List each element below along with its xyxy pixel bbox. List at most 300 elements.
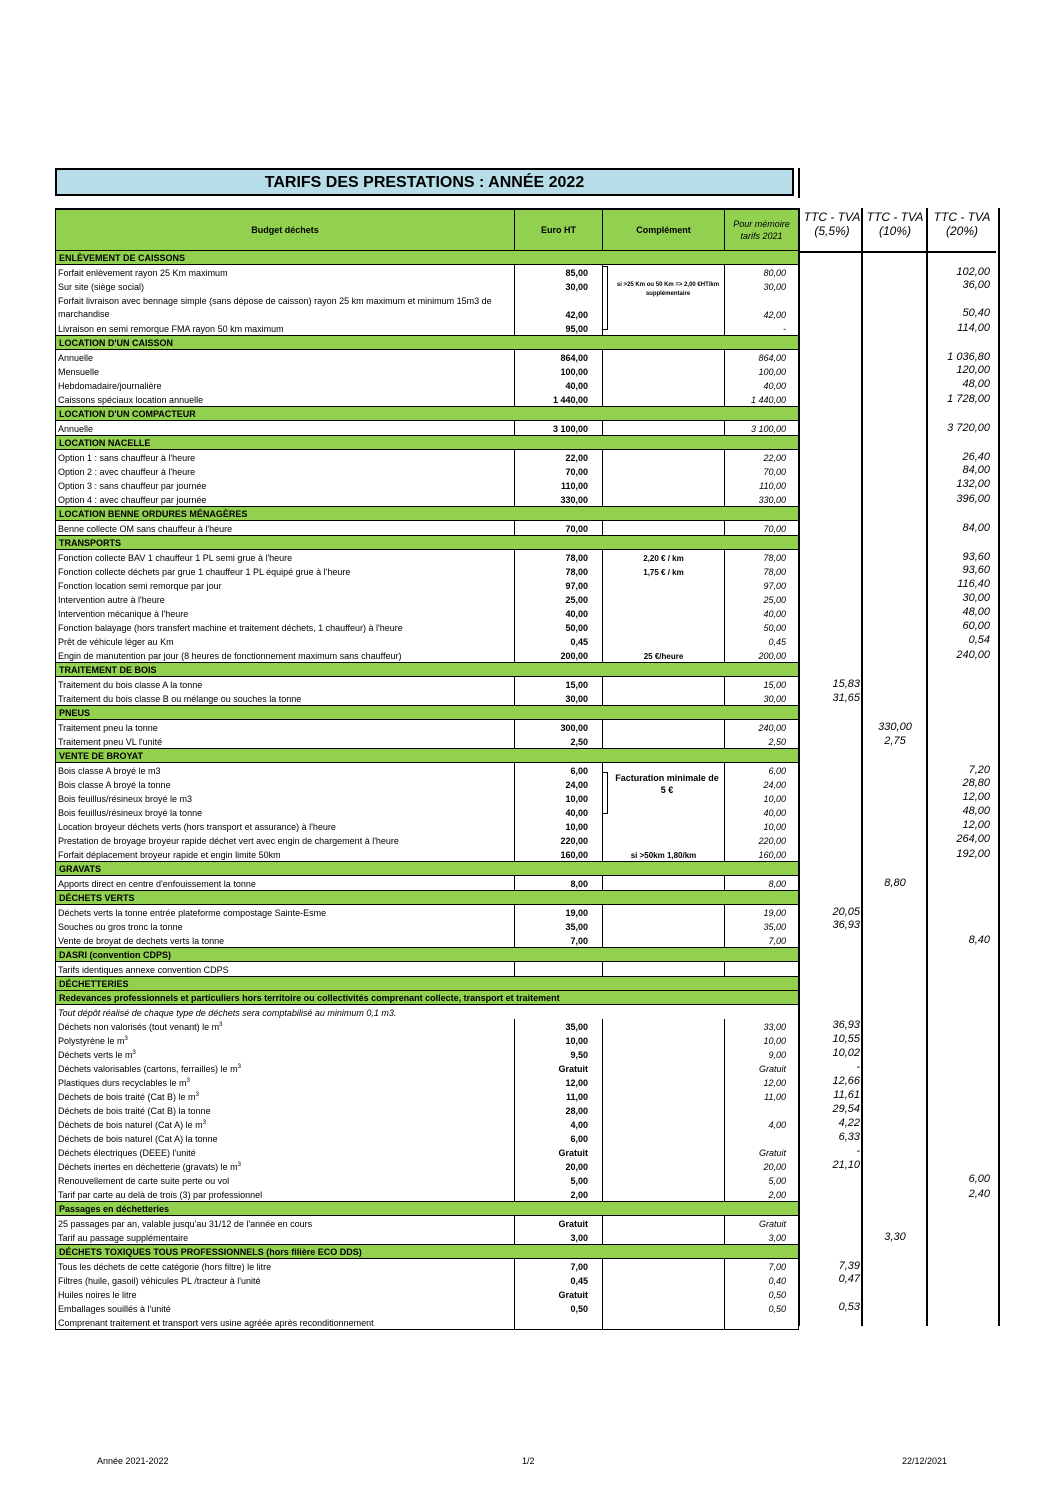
table-row (56, 847, 799, 862)
price-2021: 0,40 (725, 1273, 799, 1287)
price-ht: 40,00 (515, 805, 603, 819)
complement (603, 378, 725, 392)
price-2021: 30,00 (725, 691, 799, 706)
row-label (56, 1089, 515, 1103)
footer-page: 1/2 (522, 1456, 535, 1466)
complement (603, 1173, 725, 1187)
section-label: LOCATION D'UN CAISSON (56, 336, 799, 350)
complement (603, 734, 725, 749)
complement (603, 578, 725, 592)
row-label (56, 777, 515, 791)
row-label (56, 847, 515, 862)
price-ht: 35,00 (515, 919, 603, 933)
table-row (56, 1061, 799, 1075)
price-2021: 35,00 (725, 919, 799, 933)
complement (603, 1019, 725, 1033)
price-ht: 19,00 (515, 905, 603, 920)
ttc-value: 4,22 (838, 1117, 860, 1129)
row-label-text: Option 1 : sans chauffeur à l'heure (58, 453, 196, 463)
price-2021: 2,00 (725, 1187, 799, 1202)
table-row (56, 564, 799, 578)
row-label-text: Forfait enlèvement rayon 25 Km maximum (58, 268, 228, 278)
table-row (56, 1301, 799, 1315)
complement (603, 1301, 725, 1315)
ttc-value: 102,00 (956, 266, 990, 278)
row-label (56, 478, 515, 492)
ttc-value: 120,00 (956, 364, 990, 376)
table-row (56, 1287, 799, 1301)
ttc-value: 12,66 (832, 1075, 860, 1087)
row-label-text: Traitement du bois classe B ou mélange ou souches la tonne (58, 694, 302, 704)
table-row (56, 265, 799, 280)
complement (603, 1273, 725, 1287)
price-2021 (725, 1131, 799, 1145)
row-label-text: Déchets non valorisés (tout venant) le m (58, 1022, 220, 1032)
row-label (56, 1103, 515, 1117)
row-label-text: Prestation de broyage broyeur rapide déchet vert avec engin de chargement à l'heure (58, 836, 399, 846)
table-row (56, 464, 799, 478)
section-header (56, 1245, 799, 1259)
table-row (56, 550, 799, 565)
table-row (56, 720, 799, 735)
price-ht: 22,00 (515, 450, 603, 465)
row-label (56, 648, 515, 663)
ttc-value: 2,40 (968, 1188, 990, 1200)
row-label (56, 1047, 515, 1061)
row-label-text: Forfait livraison avec bennage simple (sans dépose de caisson) rayon 25 km maximum et minimum 15m3 de marchandise (58, 296, 492, 319)
price-2021: 10,00 (725, 1033, 799, 1047)
complement (603, 321, 725, 336)
section-label: PNEUS (56, 706, 799, 720)
price-2021: 2,50 (725, 734, 799, 749)
row-label-text: Fonction balayage (hors transfert machine et traitement déchets, 1 chauffeur) à l'heure (58, 623, 403, 633)
section-header (56, 948, 799, 962)
table-row (56, 478, 799, 492)
price-2021: 20,00 (725, 1159, 799, 1173)
price-ht: Gratuit (515, 1216, 603, 1231)
complement (603, 620, 725, 634)
complement (603, 962, 725, 977)
price-2021: 330,00 (725, 492, 799, 507)
row-label-text: Bois feuillus/résineux broyé la tonne (58, 808, 203, 818)
table-row (56, 819, 799, 833)
ttc-header-line1: TTC - TVA (933, 210, 991, 224)
complement (603, 1159, 725, 1173)
row-label (56, 392, 515, 407)
ttc-value: 6,00 (968, 1173, 990, 1185)
complement (603, 1216, 725, 1231)
row-label-text: Déchets de bois naturel (Cat A) la tonne (58, 1134, 218, 1144)
price-ht: Gratuit (515, 1287, 603, 1301)
brace-note: si >25 Km ou 50 Km => 2,00 €HT/km supplémentaire (616, 282, 720, 297)
price-ht: 20,00 (515, 1159, 603, 1173)
price-2021: 10,00 (725, 791, 799, 805)
price-2021: 40,00 (725, 606, 799, 620)
price-2021: 0,50 (725, 1301, 799, 1315)
section-subheader (56, 991, 799, 1005)
row-label-text: Tarif au passage supplémentaire (58, 1233, 189, 1243)
section-header (56, 1202, 799, 1216)
table-header (56, 209, 799, 251)
complement (603, 464, 725, 478)
price-ht: 42,00 (515, 293, 603, 321)
row-label (56, 578, 515, 592)
price-ht: 12,00 (515, 1075, 603, 1089)
table-row (56, 734, 799, 749)
complement (603, 265, 725, 280)
ttc-header-rule (928, 251, 996, 253)
table-row (56, 592, 799, 606)
complement (603, 592, 725, 606)
price-ht: 95,00 (515, 321, 603, 336)
row-label-text: Bois feuillus/résineux broyé le m3 (58, 794, 193, 804)
row-label-exponent: 3 (202, 1120, 206, 1126)
ttc-value: 93,60 (962, 551, 990, 563)
ttc-value: 93,60 (962, 564, 990, 576)
section-label: Passages en déchetteries (56, 1202, 799, 1216)
price-ht: 10,00 (515, 819, 603, 833)
price-2021: 50,00 (725, 620, 799, 634)
row-label (56, 421, 515, 436)
row-label-exponent: 3 (195, 1092, 199, 1098)
price-2021: 3 100,00 (725, 421, 799, 436)
section-label: ENLÈVEMENT DE CAISSONS (56, 251, 799, 265)
price-ht (515, 962, 603, 977)
row-label-text: Bois classe A broyé le m3 (58, 766, 161, 776)
row-label (56, 293, 515, 321)
ttc-value: 116,40 (957, 578, 990, 590)
ttc-header-line2: (5,5%) (814, 224, 850, 238)
row-label-text: Déchets valorisables (cartons, ferrailles) le m (58, 1064, 238, 1074)
row-label (56, 691, 515, 706)
section-header (56, 507, 799, 521)
price-2021: 70,00 (725, 464, 799, 478)
ttc-value: 15,83 (832, 678, 860, 690)
row-label (56, 933, 515, 948)
complement (603, 1089, 725, 1103)
price-ht: 3,00 (515, 1230, 603, 1245)
row-label-text: Renouvellement de carte suite perte ou vol (58, 1176, 230, 1186)
price-2021 (725, 1103, 799, 1117)
row-label-text: Hebdomadaire/journalière (58, 381, 162, 391)
row-label (56, 620, 515, 634)
ttc-value: 2,75 (884, 735, 906, 747)
row-label-text: Engin de manutention par jour (8 heures de fonctionnement maximum sans chauffeur) (58, 651, 402, 661)
row-label-text: Plastiques durs recyclables le m (58, 1078, 187, 1088)
price-2021: 30,00 (725, 279, 799, 293)
section-header (56, 749, 799, 763)
table-row (56, 1033, 799, 1047)
table-row (56, 378, 799, 392)
complement (603, 677, 725, 692)
row-label (56, 819, 515, 833)
header-euro-ht: Euro HT (515, 209, 603, 251)
price-2021: 42,00 (725, 293, 799, 321)
row-label-exponent: 3 (132, 1050, 136, 1056)
ttc-value: 192,00 (956, 848, 990, 860)
complement: 2,20 € / km (603, 550, 725, 565)
price-2021: 9,00 (725, 1047, 799, 1061)
price-2021: 11,00 (725, 1089, 799, 1103)
row-label (56, 1145, 515, 1159)
price-2021: 33,00 (725, 1019, 799, 1033)
table-row (56, 634, 799, 648)
ttc-header-line2: (10%) (878, 224, 911, 238)
row-label-text: Prêt de véhicule léger au Km (58, 637, 174, 647)
section-label: LOCATION NACELLE (56, 436, 799, 450)
table-row (56, 876, 799, 891)
ttc-value: 20,05 (832, 906, 860, 918)
complement (603, 421, 725, 436)
section-label: DÉCHETS TOXIQUES TOUS PROFESSIONNELS (hors filière ECO DDS) (56, 1245, 799, 1259)
row-label-text: Bois classe A broyé la tonne (58, 780, 171, 790)
row-label (56, 763, 515, 778)
ttc-value: 48,00 (962, 606, 990, 618)
row-label-text: Polystyrène le m (58, 1036, 125, 1046)
table-row (56, 833, 799, 847)
ttc-value: 330,00 (878, 721, 912, 733)
price-ht: 28,00 (515, 1103, 603, 1117)
footer-date: 22/12/2021 (902, 1456, 948, 1466)
row-label-text: Location broyeur déchets verts (hors transport et assurance) à l'heure (58, 822, 336, 832)
ttc-value: 84,00 (962, 522, 990, 534)
row-label-text: Comprenant traitement et transport vers usine agréée après reconditionnement (58, 1318, 374, 1328)
price-ht: 4,00 (515, 1117, 603, 1131)
section-label: VENTE DE BROYAT (56, 749, 799, 763)
row-label-text: Tarifs identiques annexe convention CDPS (58, 965, 229, 975)
row-label (56, 805, 515, 819)
price-ht: 0,45 (515, 1273, 603, 1287)
price-2021: 10,00 (725, 819, 799, 833)
complement (603, 1033, 725, 1047)
row-label (56, 1019, 515, 1033)
ttc-value: 11,61 (833, 1089, 860, 1101)
row-label (56, 550, 515, 565)
row-label-text: 25 passages par an, valable jusqu'au 31/12 de l'année en cours (58, 1219, 313, 1229)
row-label-text: Déchets inertes en déchetterie (gravats) le m (58, 1162, 238, 1172)
row-label (56, 321, 515, 336)
ttc-column-10 (865, 208, 925, 1326)
complement (603, 521, 725, 536)
row-label-text: Apports direct en centre d'enfouissement la tonne (58, 879, 256, 889)
price-2021: 15,00 (725, 677, 799, 692)
table-row (56, 578, 799, 592)
row-label-text: Intervention mécanique à l'heure (58, 609, 189, 619)
price-ht: 1 440,00 (515, 392, 603, 407)
complement (603, 720, 725, 735)
section-label: DÉCHETTERIES (56, 977, 799, 991)
row-label-exponent: 3 (237, 1162, 241, 1168)
row-label-text: Filtres (huile, gasoil) véhicules PL /tracteur à l'unité (58, 1276, 261, 1286)
ttc-value: 12,00 (962, 819, 990, 831)
price-ht: 300,00 (515, 720, 603, 735)
row-label-text: Benne collecte OM sans chauffeur à l'heure (58, 524, 233, 534)
price-ht: 8,00 (515, 876, 603, 891)
section-label: GRAVATS (56, 862, 799, 876)
price-ht: 0,45 (515, 634, 603, 648)
price-ht: 78,00 (515, 550, 603, 565)
row-label (56, 464, 515, 478)
table-row (56, 620, 799, 634)
table-row (56, 1173, 799, 1187)
row-label (56, 378, 515, 392)
row-label (56, 1273, 515, 1287)
row-label-text: Traitement pneu VL l'unité (58, 737, 163, 747)
complement (603, 819, 725, 833)
row-label (56, 720, 515, 735)
price-2021: 24,00 (725, 777, 799, 791)
ttc-value: 29,54 (832, 1103, 860, 1115)
table-row (56, 691, 799, 706)
row-label (56, 492, 515, 507)
row-label (56, 1187, 515, 1202)
row-label (56, 1301, 515, 1315)
section-header (56, 536, 799, 550)
column-rule (926, 208, 928, 1326)
price-ht: 30,00 (515, 279, 603, 293)
column-rule (998, 208, 1000, 1326)
price-ht: 220,00 (515, 833, 603, 847)
row-label-text: Vente de broyat de dechets verts la tonne (58, 936, 225, 946)
table-row (56, 450, 799, 465)
complement (603, 833, 725, 847)
ttc-value: 3 720,00 (947, 422, 990, 434)
ttc-value: 30,00 (962, 592, 990, 604)
ttc-value: 1 036,80 (947, 351, 990, 363)
price-2021: 110,00 (725, 478, 799, 492)
row-label-text: Tous les déchets de cette catégorie (hors filtre) le litre (58, 1262, 272, 1272)
row-label (56, 919, 515, 933)
row-label (56, 1159, 515, 1173)
row-label-text: Annuelle (58, 353, 94, 363)
row-label-text: Déchets verts le m (58, 1050, 133, 1060)
table-row (56, 677, 799, 692)
table-row (56, 521, 799, 536)
complement (603, 876, 725, 891)
price-ht: 6,00 (515, 763, 603, 778)
row-label-text: Huiles noires le litre (58, 1290, 137, 1300)
price-ht: 5,00 (515, 1173, 603, 1187)
complement (603, 450, 725, 465)
complement (603, 1145, 725, 1159)
row-label-text: Souches ou gros tronc la tonne (58, 922, 183, 932)
row-label-text: Annuelle (58, 424, 94, 434)
row-label (56, 634, 515, 648)
complement (603, 691, 725, 706)
ttc-header-rule (798, 251, 866, 253)
complement (603, 919, 725, 933)
ttc-value: 48,00 (962, 378, 990, 390)
ttc-header (865, 210, 925, 238)
complement (603, 1230, 725, 1245)
price-2021: 8,00 (725, 876, 799, 891)
table-row (56, 1089, 799, 1103)
ttc-value: 12,00 (962, 791, 990, 803)
price-ht: Gratuit (515, 1061, 603, 1075)
price-ht: 35,00 (515, 1019, 603, 1033)
ttc-value: 36,00 (962, 279, 990, 291)
row-label-text: Tarif par carte au delà de trois (3) par professionnel (58, 1190, 263, 1200)
table-row (56, 1259, 799, 1274)
price-ht: 15,00 (515, 677, 603, 692)
row-label (56, 265, 515, 280)
complement (603, 350, 725, 365)
row-label (56, 1216, 515, 1231)
ttc-value: 84,00 (962, 464, 990, 476)
row-label-text: Caissons spéciaux location annuelle (58, 395, 204, 405)
ttc-value: 28,80 (962, 777, 990, 789)
ttc-header-line1: TTC - TVA (803, 210, 861, 224)
complement (603, 933, 725, 948)
table-row (56, 392, 799, 407)
price-ht: Gratuit (515, 1145, 603, 1159)
complement (603, 1187, 725, 1202)
row-label-text: Emballages souillés à l'unité (58, 1304, 171, 1314)
ttc-column-5-5 (802, 208, 862, 1326)
ttc-value: 3,30 (884, 1231, 906, 1243)
section-label: Redevances professionnels et particuliers hors territoire ou collectivités comprenant collecte, transport et traitement (56, 991, 799, 1005)
row-label (56, 1287, 515, 1301)
ttc-value: 21,10 (832, 1159, 860, 1171)
ttc-value: 50,40 (962, 307, 990, 319)
price-2021: 25,00 (725, 592, 799, 606)
price-2021: 100,00 (725, 364, 799, 378)
table-row (56, 321, 799, 336)
row-label (56, 1033, 515, 1047)
ttc-value: 1 728,00 (947, 393, 990, 405)
section-header (56, 436, 799, 450)
table-row (56, 933, 799, 948)
brace-mark (602, 266, 608, 330)
table-row (56, 805, 799, 819)
row-label (56, 1117, 515, 1131)
ttc-header-line1: TTC - TVA (866, 210, 924, 224)
price-2021: 5,00 (725, 1173, 799, 1187)
row-label (56, 521, 515, 536)
complement: 1,75 € / km (603, 564, 725, 578)
column-rule (798, 208, 800, 1326)
row-label-text: Fonction collecte déchets par grue 1 chauffeur 1 PL équipé grue à l'heure (58, 567, 351, 577)
section-header (56, 862, 799, 876)
row-label (56, 1259, 515, 1274)
header-memoire-line2: tarifs 2021 (740, 231, 783, 241)
price-2021: 19,00 (725, 905, 799, 920)
ttc-value: 10,02 (832, 1047, 860, 1059)
row-label-text: Fonction collecte BAV 1 chauffeur 1 PL semi grue à l'heure (58, 553, 293, 563)
note-row (56, 1005, 799, 1020)
ttc-value: 60,00 (962, 620, 990, 632)
price-2021: 864,00 (725, 350, 799, 365)
complement: 25 €/heure (603, 648, 725, 663)
row-label-text: Option 4 : avec chauffeur par journée (58, 495, 207, 505)
ttc-value: - (856, 1145, 860, 1157)
ttc-value: 0,54 (968, 634, 990, 646)
table-row (56, 1019, 799, 1033)
row-label-text: Intervention autre à l'heure (58, 595, 165, 605)
price-ht: 3 100,00 (515, 421, 603, 436)
price-2021: 78,00 (725, 550, 799, 565)
row-label (56, 876, 515, 891)
complement (603, 634, 725, 648)
complement (603, 1131, 725, 1145)
ttc-value: 26,40 (962, 451, 990, 463)
table-row (56, 1145, 799, 1159)
note-text: Tout dépôt réalisé de chaque type de déchets sera comptabilisé au minimum 0,1 m3. (56, 1005, 799, 1020)
price-ht: 25,00 (515, 592, 603, 606)
complement (603, 492, 725, 507)
section-header (56, 336, 799, 350)
complement (603, 805, 725, 819)
